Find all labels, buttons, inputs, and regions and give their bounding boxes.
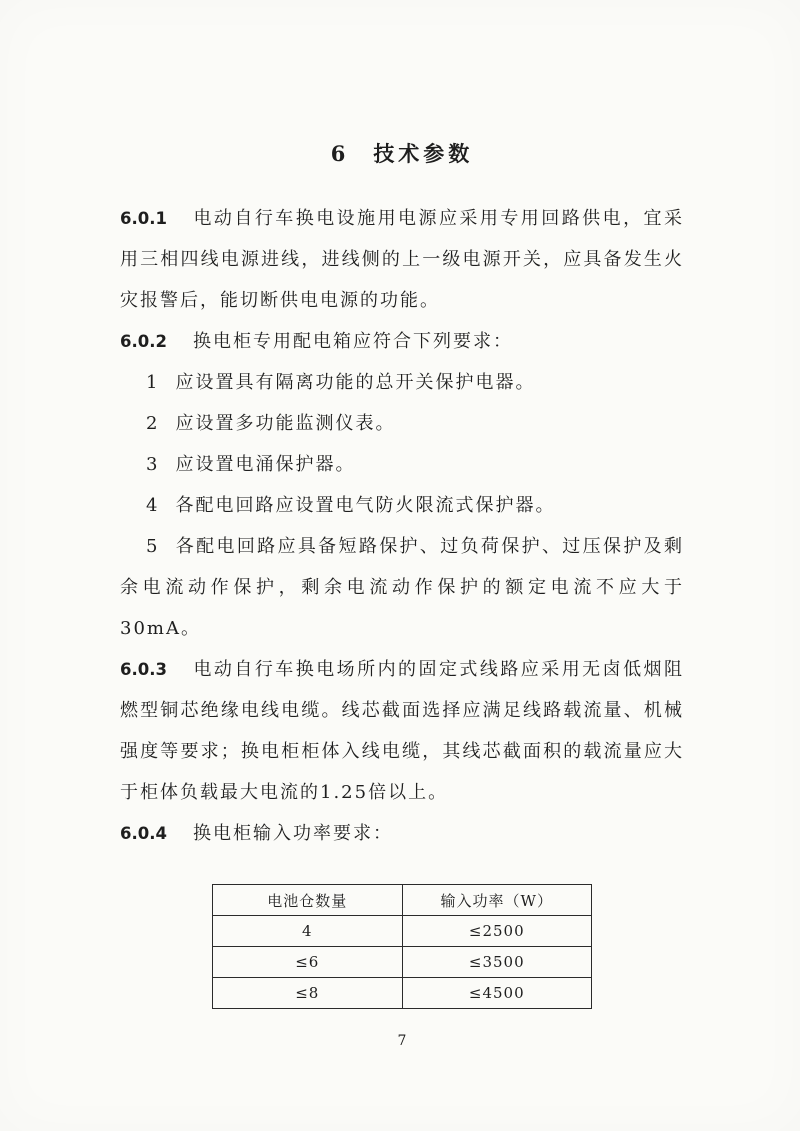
item-number: 4 (146, 495, 158, 516)
table-header-cell-battery-count: 电池仓数量 (213, 885, 403, 916)
table-row (213, 978, 592, 1009)
clause-6-0-2 (120, 321, 684, 362)
item-text: 应设置具有隔离功能的总开关保护电器。 (175, 372, 536, 393)
clause-6-0-1 (120, 198, 684, 321)
table-row (213, 947, 592, 978)
table-cell: ≤6 (213, 947, 403, 978)
item-text: 应设置多功能监测仪表。 (175, 413, 396, 434)
item-text: 各配电回路应设置电气防火限流式保护器。 (175, 495, 556, 516)
table-row (213, 916, 592, 947)
clause-label: 6.0.4 (120, 824, 167, 843)
page-number: 7 (397, 1033, 407, 1049)
item-text: 各配电回路应具备短路保护、过负荷保护、过压保护及剩余电流动作保护，剩余电流动作保护的额定电流不应大于30mA。 (120, 536, 684, 639)
list-item-5 (120, 526, 684, 649)
table-cell: ≤2500 (402, 916, 592, 947)
power-table (212, 884, 592, 1009)
table-header-cell-input-power: 输入功率（W） (402, 885, 592, 916)
section-title (120, 140, 684, 168)
clause-label: 6.0.2 (120, 332, 167, 351)
list-item-2 (120, 403, 684, 444)
section-number: 6 (330, 141, 346, 166)
table-header-row (213, 885, 592, 916)
table-cell: ≤4500 (402, 978, 592, 1009)
item-text: 应设置电涌保护器。 (175, 454, 356, 475)
clause-label: 6.0.1 (120, 209, 167, 228)
list-item-1 (120, 362, 684, 403)
list-item-4 (120, 485, 684, 526)
clause-label: 6.0.3 (120, 660, 167, 679)
clause-text: 电动自行车换电设施用电源应采用专用回路供电，宜采用三相四线电源进线，进线侧的上一级电源开关，应具备发生火灾报警后，能切断供电电源的功能。 (120, 208, 684, 311)
table-cell: ≤8 (213, 978, 403, 1009)
item-number: 3 (146, 454, 158, 475)
clause-6-0-4 (120, 813, 684, 854)
item-number: 2 (146, 413, 158, 434)
clause-text: 换电柜专用配电箱应符合下列要求： (192, 331, 513, 352)
clause-text: 换电柜输入功率要求： (192, 823, 393, 844)
clause-text: 电动自行车换电场所内的固定式线路应采用无卤低烟阻燃型铜芯绝缘电线电缆。线芯截面选择应满足线路载流量、机械强度等要求；换电柜柜体入线电缆，其线芯截面积的载流量应大于柜体负载最大电流的1.25倍以上。 (120, 659, 684, 803)
item-number: 5 (146, 536, 158, 557)
table-cell: ≤3500 (402, 947, 592, 978)
section-title-text: 技术参数 (373, 141, 474, 166)
list-item-3 (120, 444, 684, 485)
item-number: 1 (146, 372, 158, 393)
table-cell: 4 (213, 916, 403, 947)
clause-6-0-3 (120, 649, 684, 813)
